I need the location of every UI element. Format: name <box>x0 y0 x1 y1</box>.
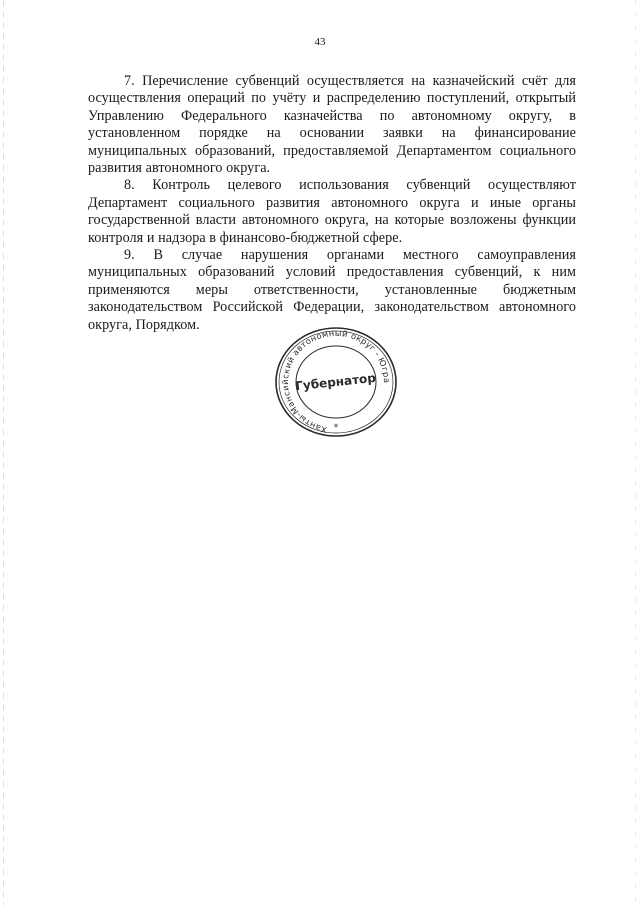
paragraph-9: 9. В случае нарушения органами местного самоуправления муниципальных образований условий предоставления субвенций, к ним применяются меры ответственности, установленные бюджетным законодательством Российской Федерации, законодательством автономного округа, Порядком. <box>88 247 576 333</box>
seal-star-mark: * <box>333 423 339 433</box>
paragraph-8: 8. Контроль целевого использования субвенций осуществляют Департамент социального развития автономного округа и иные органы государственной власти автономного округа, на которые возложены функции контроля и надзора в финансово-бюджетной сфере. <box>88 177 576 246</box>
seal-center-text: Губернатор <box>294 370 377 394</box>
document-body <box>88 73 576 334</box>
scan-edge-left <box>3 0 4 905</box>
governor-seal-stamp <box>272 326 400 442</box>
page-number: 43 <box>314 36 326 48</box>
seal-graphic <box>272 326 400 442</box>
paragraph-7: 7. Перечисление субвенций осуществляется на казначейский счёт для осуществления операций по учёту и распределению поступлений, открытый Управлению Федерального казначейства по автономному округу, в установленном порядке на основании заявки на финансирование муниципальных образований, предоставляемой Департаментом социального развития автономного округа. <box>88 73 576 177</box>
scan-edge-right <box>635 0 636 905</box>
seal-ring-text: Ханты-Мансийский автономный округ - Югра <box>280 327 393 436</box>
